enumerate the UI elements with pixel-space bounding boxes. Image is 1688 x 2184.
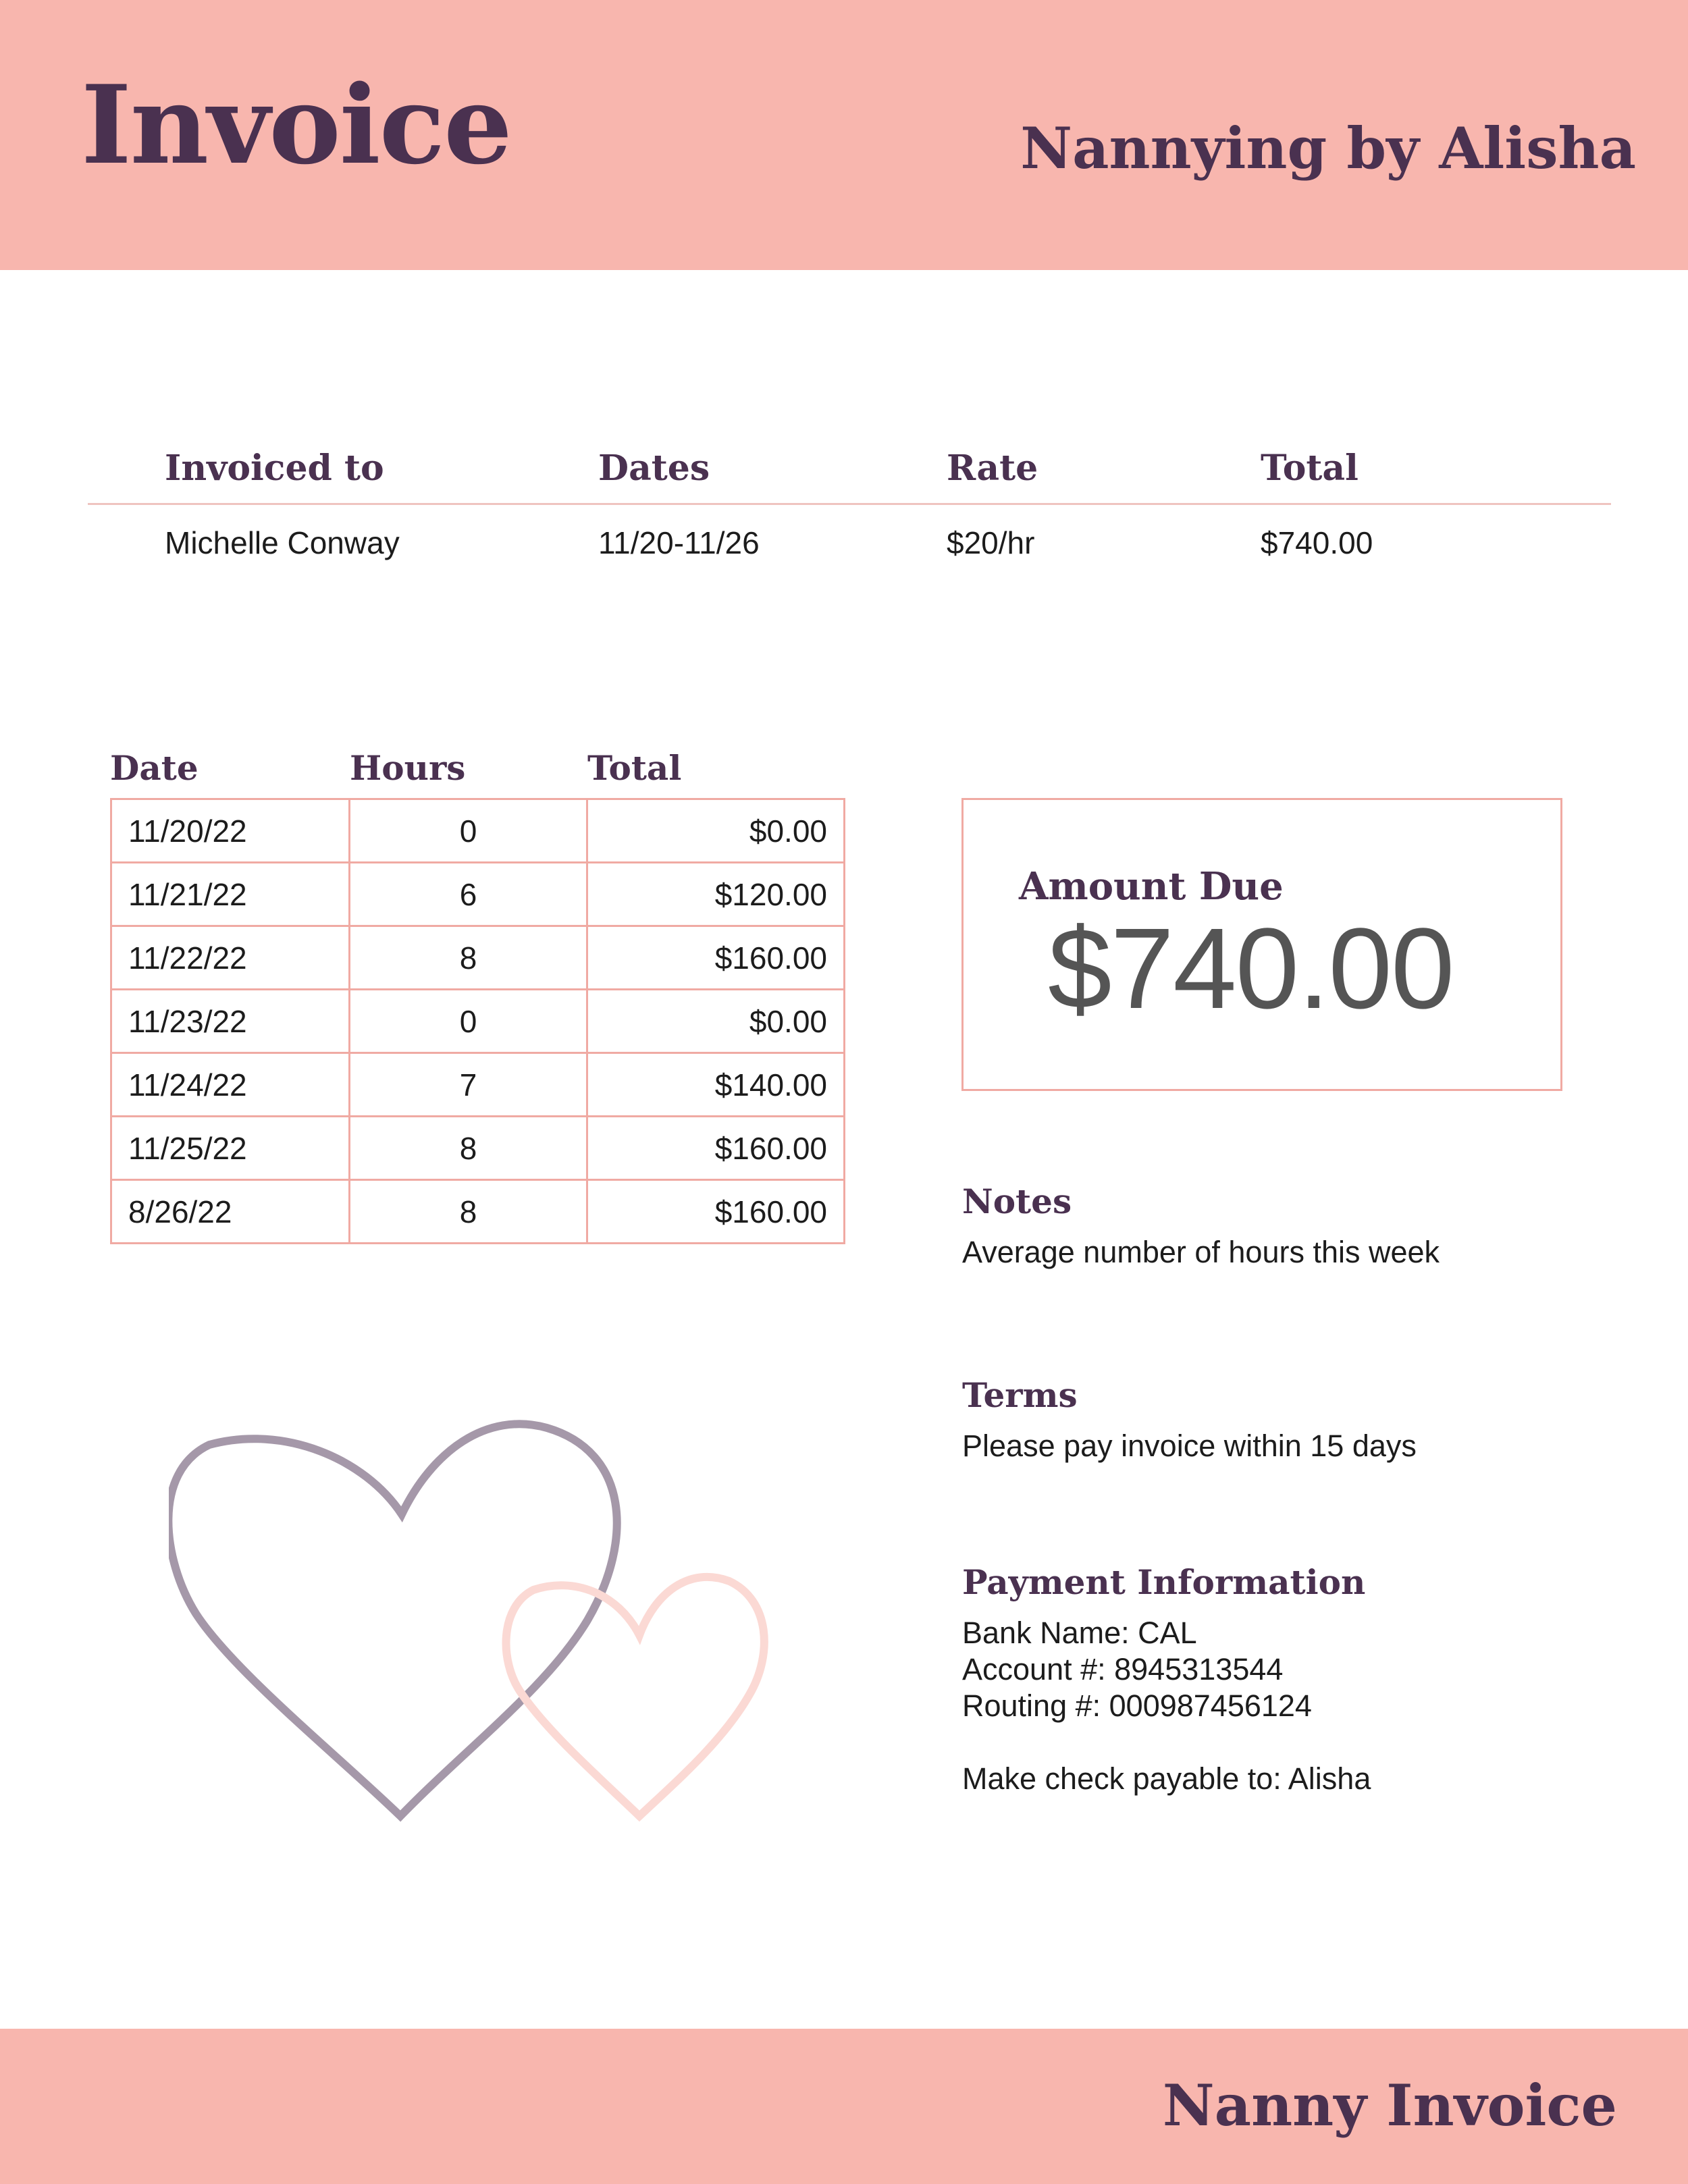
small-heart-icon xyxy=(506,1577,764,1816)
summary-divider xyxy=(88,503,1611,505)
daily-header-date: Date xyxy=(110,748,199,788)
row-hours: 7 xyxy=(350,1053,587,1117)
invoice-header xyxy=(0,0,1688,270)
payment-title: Payment Information xyxy=(962,1562,1366,1602)
summary-header-total: Total xyxy=(1261,448,1359,489)
terms-section xyxy=(962,1375,1417,1464)
hearts-icon xyxy=(169,1411,810,1836)
summary-values xyxy=(88,442,1611,560)
large-heart-icon xyxy=(169,1424,617,1816)
row-total: $120.00 xyxy=(587,863,845,926)
row-date: 11/25/22 xyxy=(111,1117,350,1180)
notes-section xyxy=(962,1181,1440,1271)
invoice-footer xyxy=(0,2029,1688,2184)
row-date: 11/23/22 xyxy=(111,990,350,1053)
bank-name: Bank Name: CAL xyxy=(962,1616,1197,1650)
row-hours: 0 xyxy=(350,799,587,863)
summary-header-dates: Dates xyxy=(598,448,710,489)
page-title: Invoice xyxy=(81,61,511,188)
spacer xyxy=(962,1724,1371,1761)
summary-header-invoiced-to: Invoiced to xyxy=(165,448,384,489)
table-row xyxy=(111,926,845,990)
table-row xyxy=(111,1117,845,1180)
row-date: 11/24/22 xyxy=(111,1053,350,1117)
row-date: 11/20/22 xyxy=(111,799,350,863)
notes-title: Notes xyxy=(962,1181,1072,1221)
row-total: $140.00 xyxy=(587,1053,845,1117)
row-hours: 6 xyxy=(350,863,587,926)
row-hours: 8 xyxy=(350,1180,587,1244)
summary-header-rate: Rate xyxy=(947,448,1038,489)
brand-name: Nannying by Alisha xyxy=(1020,115,1636,182)
terms-title: Terms xyxy=(962,1375,1078,1415)
notes-text: Average number of hours this week xyxy=(962,1235,1440,1269)
summary-rate: $20/hr xyxy=(947,525,1035,560)
row-date: 8/26/22 xyxy=(111,1180,350,1244)
invoice-summary xyxy=(88,442,1611,560)
table-row xyxy=(111,990,845,1053)
row-total: $160.00 xyxy=(587,926,845,990)
routing-number: Routing #: 000987456124 xyxy=(962,1688,1312,1723)
daily-header-total: Total xyxy=(587,748,682,788)
row-hours: 8 xyxy=(350,926,587,990)
daily-header-hours: Hours xyxy=(350,748,466,788)
payment-details xyxy=(962,1615,1371,1797)
amount-due-box xyxy=(961,798,1562,1091)
daily-table-headers xyxy=(110,743,846,797)
payment-section xyxy=(962,1562,1371,1797)
amount-due-value: $740.00 xyxy=(1048,905,1454,1033)
table-row xyxy=(111,799,845,863)
summary-total: $740.00 xyxy=(1261,525,1373,560)
row-total: $160.00 xyxy=(587,1117,845,1180)
table-row xyxy=(111,1053,845,1117)
row-date: 11/21/22 xyxy=(111,863,350,926)
account-number: Account #: 8945313544 xyxy=(962,1652,1284,1686)
check-payable: Make check payable to: Alisha xyxy=(962,1761,1371,1796)
row-total: $160.00 xyxy=(587,1180,845,1244)
row-hours: 8 xyxy=(350,1117,587,1180)
row-hours: 0 xyxy=(350,990,587,1053)
amount-due-label: Amount Due xyxy=(1019,864,1284,909)
summary-client: Michelle Conway xyxy=(165,525,400,560)
table-row xyxy=(111,1180,845,1244)
row-date: 11/22/22 xyxy=(111,926,350,990)
table-row xyxy=(111,863,845,926)
footer-title: Nanny Invoice xyxy=(1162,2072,1617,2139)
daily-hours-table xyxy=(110,798,845,1244)
row-total: $0.00 xyxy=(587,799,845,863)
row-total: $0.00 xyxy=(587,990,845,1053)
summary-dates: 11/20-11/26 xyxy=(598,525,760,560)
terms-text: Please pay invoice within 15 days xyxy=(962,1429,1417,1463)
